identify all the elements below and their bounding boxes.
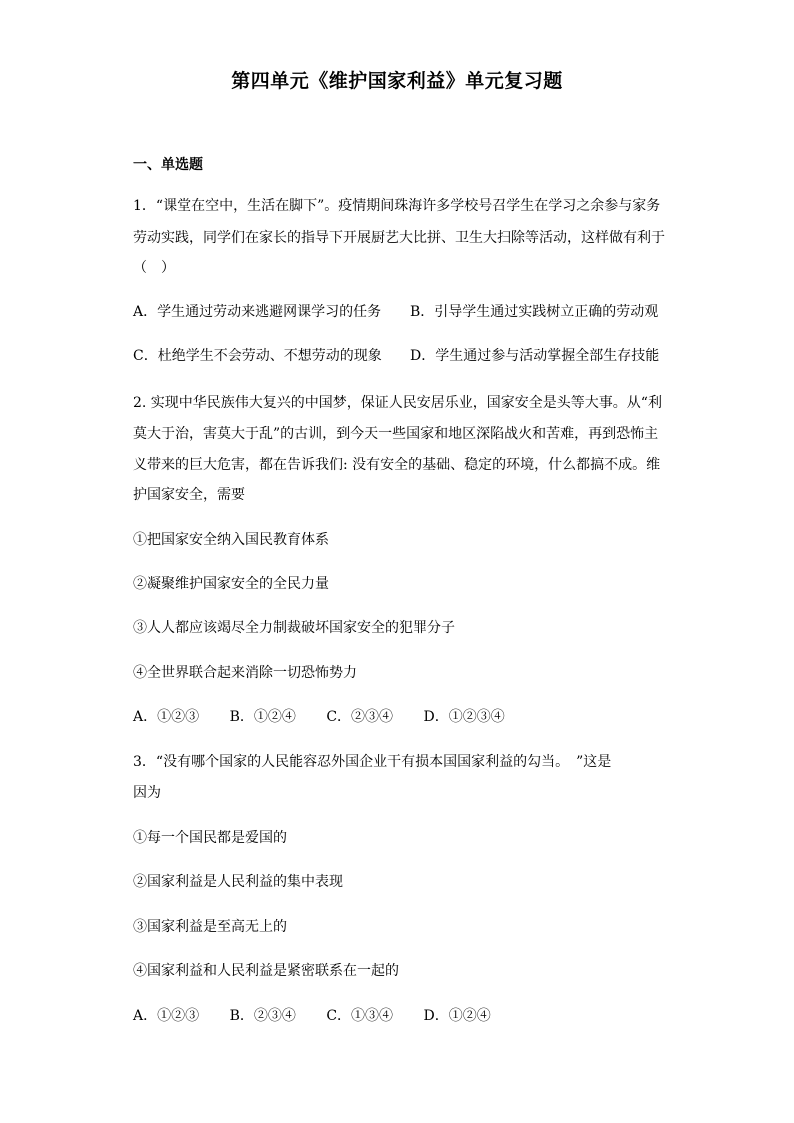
- section-heading: 一、单选题: [133, 157, 203, 173]
- q2-option-a: A．①②③: [133, 709, 200, 725]
- q2-stem-line-2: 莫大于治，害莫大于乱”的古训，到今天一些国家和地区深陷战火和苦难，再到恐怖主: [133, 426, 659, 442]
- q1-stem-line-3: （ ）: [133, 260, 175, 276]
- q2-options-row: [133, 707, 531, 727]
- page-title: 第四单元《维护国家利益》单元复习题: [231, 70, 563, 92]
- q1-option-c: C．杜绝学生不会劳动、不想劳动的现象: [133, 348, 382, 364]
- q2-option-c: C．②③④: [326, 709, 394, 725]
- q3-statement-4: ④国家利益和人民利益是紧密联系在一起的: [133, 963, 399, 979]
- q3-statement-1: ①每一个国民都是爱国的: [133, 830, 287, 846]
- q2-statement-2: ②凝聚维护国家安全的全民力量: [133, 576, 329, 592]
- q2-statement-1: ①把国家安全纳入国民教育体系: [133, 532, 329, 548]
- q1-option-b: B．引导学生通过实践树立正确的劳动观: [410, 304, 659, 320]
- q1-stem-line-1: 1．“课堂在空中，生活在脚下”。疫情期间珠海许多学校号召学生在学习之余参与家务: [133, 198, 661, 214]
- q2-stem-line-3: 义带来的巨大危害，都在告诉我们: 没有安全的基础、稳定的环境，什么都搞不成。维: [133, 457, 661, 473]
- q3-option-b: B．②③④: [229, 1008, 296, 1024]
- q3-stem-line-2: 因为: [133, 785, 161, 801]
- q2-stem-line-4: 护国家安全，需要: [133, 487, 245, 503]
- q1-option-d: D．学生通过参与活动掌握全部生存技能: [410, 348, 660, 364]
- q2-statement-3: ③人人都应该竭尽全力制裁破坏国家安全的犯罪分子: [133, 620, 455, 636]
- q2-option-d: D．①②③④: [423, 709, 505, 725]
- q2-option-b: B．①②④: [229, 709, 296, 725]
- q3-options-row: [133, 1006, 517, 1026]
- q3-statement-3: ③国家利益是至高无上的: [133, 919, 287, 935]
- q2-stem-line-1: 2. 实现中华民族伟大复兴的中国梦，保证人民安居乐业，国家安全是头等大事。从“利: [133, 395, 662, 411]
- q3-statement-2: ②国家利益是人民利益的集中表现: [133, 874, 343, 890]
- q3-option-a: A．①②③: [133, 1008, 200, 1024]
- q2-statement-4: ④全世界联合起来消除一切恐怖势力: [133, 665, 357, 681]
- q1-stem-line-2: 劳动实践，同学们在家长的指导下开展厨艺大比拼、卫生大扫除等活动，这样做有利于: [133, 230, 665, 246]
- q1-option-a: A．学生通过劳动来逃避网课学习的任务: [133, 304, 382, 320]
- q3-option-c: C．①③④: [326, 1008, 394, 1024]
- q3-option-d: D．①②④: [423, 1008, 491, 1024]
- q3-stem-line-1: 3．“没有哪个国家的人民能容忍外国企业干有损本国国家利益的勾当。 ”这是: [133, 754, 612, 770]
